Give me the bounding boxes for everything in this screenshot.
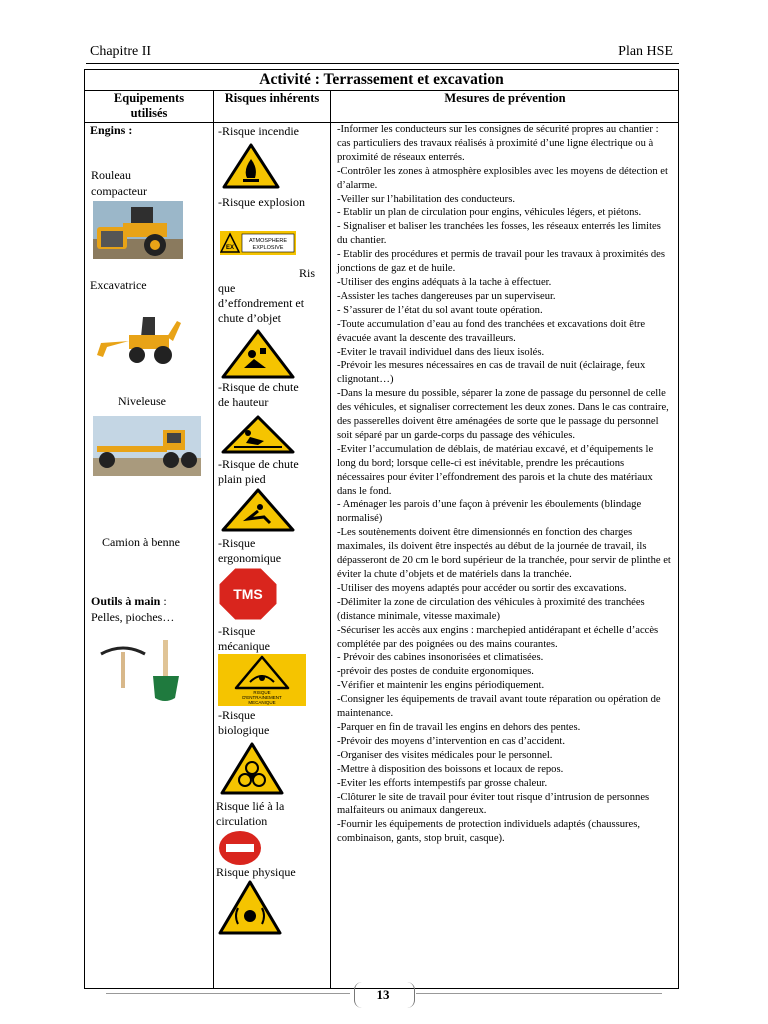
meca-sign-line2: D'ENTRAINEMENT <box>242 695 282 700</box>
risk-biologique-2: biologique <box>218 723 270 737</box>
prevention-measure-item: -Parquer en fin de travail les engins en dehors des pentes. <box>337 721 581 733</box>
atex-ex-text: EX <box>225 245 235 251</box>
prevention-measure-item: -Assister les taches dangereuses par un superviseur. <box>337 290 556 302</box>
prevention-measure-item: -Eviter le travail individuel dans des lieux isolés. <box>337 346 545 358</box>
risk-explosion: -Risque explosion <box>218 195 305 209</box>
footer-rule-left <box>106 993 350 994</box>
tms-text: TMS <box>233 586 263 602</box>
page-number: 13 <box>376 987 390 1002</box>
prevention-measure-item: - Etablir un plan de circulation pour engins, véhicules légers, et piétons. <box>337 207 642 219</box>
pickaxe-shovel-image <box>99 636 179 706</box>
risk-biologique-1: -Risque <box>218 708 256 722</box>
col-divider-2 <box>330 90 331 988</box>
prevention-measure-item: -Eviter l’accumulation de déblais, de matériau excavé, et d’équipements le long du bord; lorsque celle-ci est inévitable, prendre les précautions nécessaires pour éviter l’effondrement des parois et la chute des matériaux dans le fond. <box>337 443 654 497</box>
prevention-measures-list <box>337 123 674 846</box>
fire-warning-icon <box>221 142 281 190</box>
outils-colon: : <box>160 594 167 608</box>
col-header-equipements: Equipements utilisés <box>113 91 185 120</box>
risk-effondrement-3: d’effondrement et <box>218 296 305 310</box>
risk-effondrement-2: que <box>218 281 236 295</box>
header-plan: Plan HSE <box>618 44 673 59</box>
prevention-measure-item: - S’assurer de l’état du sol avant toute opération. <box>337 304 543 316</box>
risk-circulation-1: Risque lié à la <box>216 799 285 813</box>
prevention-measure-item: -Eviter les efforts intempestifs par grosse chaleur. <box>337 777 548 789</box>
header-chapter: Chapitre II <box>90 44 152 59</box>
prevention-measure-item: -Toute accumulation d’eau au fond des tranchées et excavations doit être évacuée avant la descente des travailleurs. <box>337 318 646 344</box>
prevention-measure-item: -Informer les conducteurs sur les consignes de sécurité propres au chantier : cas particuliers des travaux réalisés à proximité d’une ligne électrique ou à proximité de réseaux enterrés. <box>337 124 659 163</box>
niveleuse-label: Niveleuse <box>118 394 166 408</box>
outils-desc: Pelles, pioches… <box>91 610 175 624</box>
footer-rule-right <box>416 993 662 994</box>
risk-ergonomique-2: ergonomique <box>218 551 282 565</box>
backhoe-loader-image <box>93 307 183 367</box>
prevention-measure-item: -Clôturer le site de travail pour éviter tout risque d’intrusion de personnes malfaiteurs ou animaux dangereux. <box>337 791 650 817</box>
prevention-measure-item: -Délimiter la zone de circulation des véhicules à proximité des tranchées (distance minimale, vitesse maximale) <box>337 596 645 622</box>
prevention-measure-item: -Utiliser des engins adéquats à la tache à effectuer. <box>337 276 552 288</box>
atex-sign-line1: ATMOSPHERE <box>248 238 288 244</box>
biohazard-warning-icon <box>220 742 284 796</box>
col-header-mesures: Mesures de prévention <box>444 91 566 105</box>
col-header-risques: Risques inhérents <box>224 91 320 105</box>
explosive-atmosphere-sign <box>220 231 296 255</box>
risk-incendie: -Risque incendie <box>218 124 299 138</box>
prevention-measure-item: -Consigner les équipements de travail avant toute réparation ou opération de maintenance. <box>337 694 661 720</box>
roller-compactor-image <box>93 201 183 259</box>
risk-effondrement-1: Ris <box>299 266 316 280</box>
prevention-measure-item: -prévoir des postes de conduite ergonomiques. <box>337 666 534 678</box>
header-rule <box>86 63 679 64</box>
meca-sign-line1: RISQUE <box>253 690 271 695</box>
fall-from-height-warning-icon <box>220 415 296 455</box>
engins-label: Engins : <box>90 123 133 137</box>
risk-effondrement-4: chute d’objet <box>218 311 281 325</box>
risk-chute-plain-1: -Risque de chute <box>218 457 299 471</box>
prevention-measure-item: -Vérifier et maintenir les engins périodiquement. <box>337 680 545 692</box>
physical-risk-warning-icon <box>218 880 282 936</box>
prevention-measure-item: -Contrôler les zones à atmosphère explosibles avec les moyens de détection et d’alarme. <box>337 165 668 191</box>
tms-stop-sign-icon <box>218 567 278 621</box>
risk-chute-plain-2: plain pied <box>218 472 266 486</box>
prevention-measure-item: -Organiser des visites médicales pour le personnel. <box>337 749 553 761</box>
excavatrice-label: Excavatrice <box>90 278 147 292</box>
risk-mecanique-1: -Risque <box>218 624 256 638</box>
prevention-measure-item: - Aménager les parois d’une façon à prévenir les éboulements (blindage normalisé) <box>337 499 642 525</box>
slip-trip-warning-icon <box>220 487 296 533</box>
risk-chute-hauteur-2: de hauteur <box>218 395 269 409</box>
prevention-measure-item: -Utiliser des moyens adaptés pour accéder ou sortir des excavations. <box>337 582 627 594</box>
prevention-measure-item: -Fournir les équipements de protection individuels adaptés (chaussures, combinaison, gants, stop bruit, casque). <box>337 819 641 845</box>
prevention-measure-item: -Dans la mesure du possible, séparer la zone de passage du personnel de celle des véhicules, et signaliser correctement les deux zones. Dans le cas contraire, des passerelles doivent être aménagées de sorte que le passage du personnel soit séparé par un garde-corps du passage des véhicules. <box>337 388 669 441</box>
risk-mecanique-2: mécanique <box>218 639 270 653</box>
atex-sign-line2: EXPLOSIVE <box>252 245 284 251</box>
prevention-measure-item: -Les soutènements doivent être dimensionnés en fonction des charges maximales, ils doivent être inspectés au début de la journée de travail, ils dépasseront de 20 cm le bord supérieur de la tranchée, pour servir de plinthe et éviter la chute d’objets et de matériels dans la tranchée. <box>337 527 671 580</box>
prevention-measure-item: - Signaliser et baliser les tranchées les fosses, les réseaux enterrés les limites du chantier. <box>337 221 661 247</box>
rouleau-label-2: compacteur <box>91 184 147 198</box>
falling-object-warning-icon <box>220 328 296 380</box>
outils-title: Outils à main <box>91 594 161 608</box>
mechanical-risk-sign <box>218 654 306 706</box>
prevention-measure-item: - Etablir des procédures et permis de travail pour les travaux à proximités des jonctions de gaz et de huile. <box>337 249 666 275</box>
risk-chute-hauteur-1: -Risque de chute <box>218 380 299 394</box>
meca-sign-line3: MECANIQUE <box>248 700 276 705</box>
prevention-measure-item: -Sécuriser les accès aux engins : marchepied antidérapant et échelle d’accès complétée par des poignées ou des mains courantes. <box>337 624 659 650</box>
activity-table <box>84 69 679 989</box>
prevention-measure-item: -Veiller sur l’habilitation des conducteurs. <box>337 193 515 205</box>
risk-circulation-2: circulation <box>216 814 268 828</box>
rouleau-label-1: Rouleau <box>91 168 131 182</box>
risk-physique: Risque physique <box>216 865 296 879</box>
prevention-measure-item: - Prévoir des cabines insonorisées et climatisées. <box>337 652 544 664</box>
prevention-measure-item: -Prévoir les mesures nécessaires en cas de travail de nuit (éclairage, feux clignotant…) <box>337 360 646 386</box>
table-title: Activité : Terrassement et excavation <box>85 70 678 91</box>
prevention-measure-item: -Mettre à disposition des boissons et locaux de repos. <box>337 763 564 775</box>
risk-ergonomique-1: -Risque <box>218 536 256 550</box>
outils-label <box>91 594 167 609</box>
col-divider-1 <box>213 90 214 988</box>
prevention-measure-item: -Prévoir des moyens d’intervention en cas d’accident. <box>337 735 565 747</box>
grader-image <box>93 416 201 476</box>
camion-label: Camion à benne <box>102 535 180 549</box>
no-entry-sign-icon <box>218 830 262 866</box>
